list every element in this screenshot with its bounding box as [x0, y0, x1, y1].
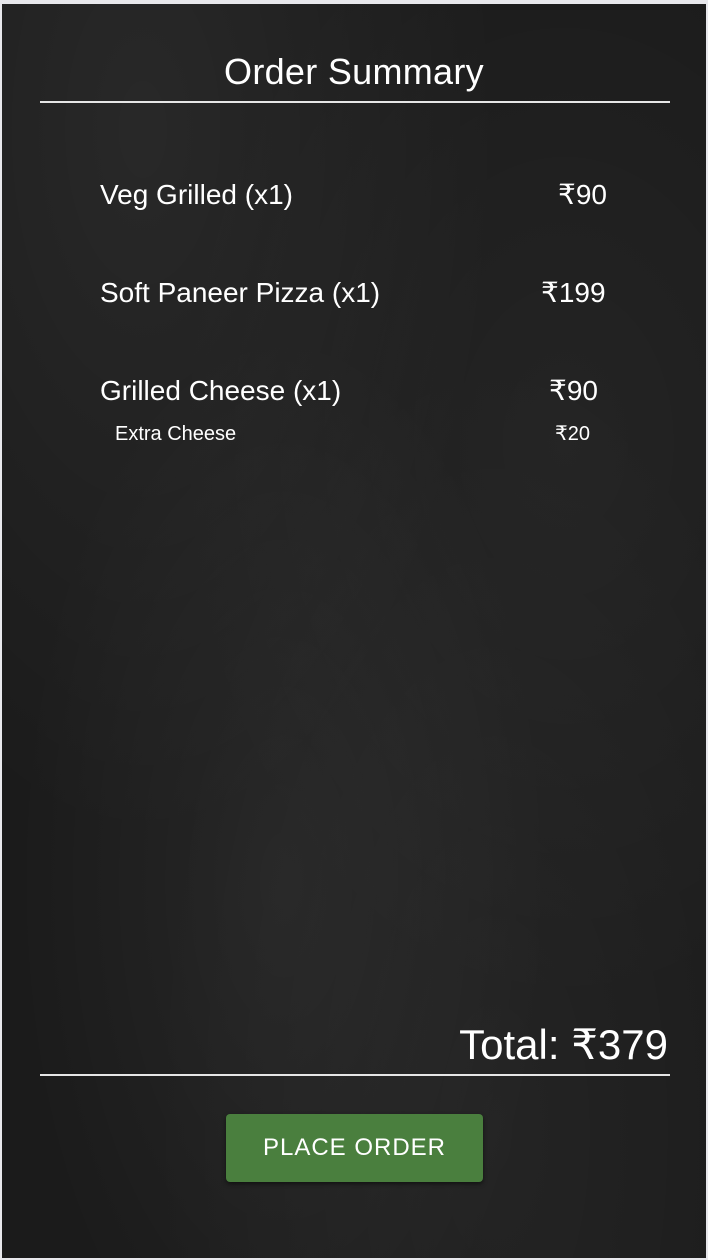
- order-item-label: Grilled Cheese (x1): [100, 375, 342, 406]
- order-item-label: Veg Grilled (x1): [100, 179, 293, 210]
- order-total: Total: ₹379: [459, 1021, 668, 1068]
- order-item-price: ₹90: [549, 375, 598, 406]
- total-divider: [40, 1074, 670, 1076]
- order-summary-screen: [2, 4, 706, 1258]
- page-title: Order Summary: [224, 51, 484, 92]
- addon-price: ₹20: [555, 423, 590, 445]
- order-item-price: ₹199: [541, 277, 606, 308]
- addon-label: Extra Cheese: [115, 423, 237, 445]
- order-item-label: Soft Paneer Pizza (x1): [100, 277, 381, 308]
- order-item-price: ₹90: [558, 179, 607, 210]
- place-order-button[interactable]: PLACE ORDER: [226, 1114, 483, 1182]
- header-divider: [40, 101, 670, 103]
